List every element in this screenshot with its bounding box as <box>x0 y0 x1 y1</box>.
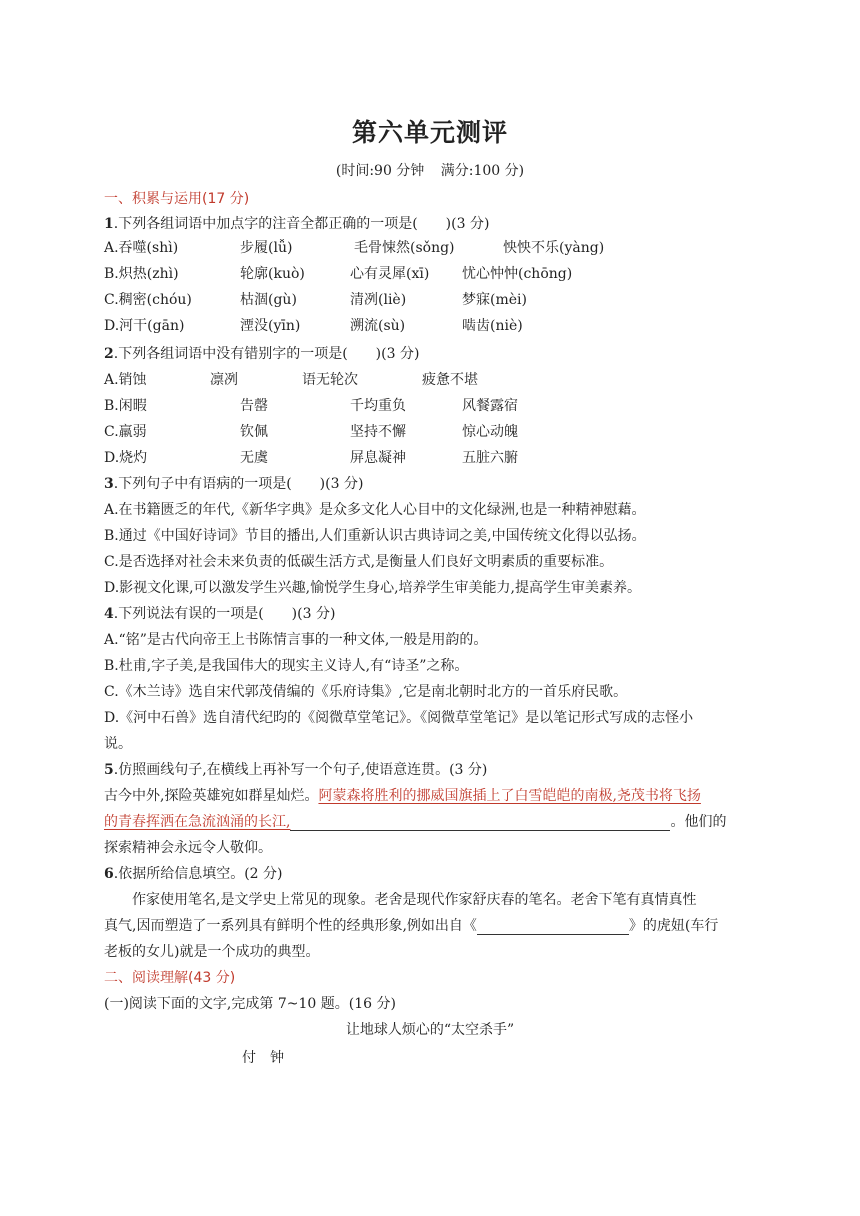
q1-d2: 湮没(yīn) <box>240 318 301 334</box>
section-heading-1: 一、积累与运用(17 分) <box>104 191 250 207</box>
section-heading-2: 二、阅读理解(43 分) <box>104 970 236 986</box>
q2-a3: 语无轮次 <box>302 372 358 388</box>
q2-c3: 坚持不懈 <box>350 424 406 440</box>
article-author: 付 钟 <box>242 1050 284 1066</box>
q1-b1: B.炽热(zhì) <box>104 266 179 282</box>
q6-para-2: 真气,因而塑造了一系列具有鲜明个性的经典形象,例如出自《 》的虎妞(车行 <box>104 918 719 934</box>
q1-d3: 溯流(sù) <box>350 318 406 334</box>
q6-answer-blank[interactable] <box>477 920 629 935</box>
q2-b3: 千均重负 <box>350 398 406 414</box>
q5-underlined-sentence: 阿蒙森将胜利的挪威国旗插上了白雪皑皑的南极,尧茂书将飞扬 <box>318 788 701 804</box>
q2-b4: 风餐露宿 <box>462 398 518 414</box>
question-4-stem: 4.下列说法有误的一项是( )(3 分) <box>104 606 336 622</box>
q5-answer-blank[interactable] <box>290 816 670 831</box>
q1-c1: C.稠密(chóu) <box>104 292 192 308</box>
q1-d4: 啮齿(niè) <box>462 318 523 334</box>
q1-c4: 梦寐(mèi) <box>462 292 527 308</box>
question-1-stem: 1.下列各组词语中加点字的注音全都正确的一项是( )(3 分) <box>104 216 490 232</box>
q3-option-b: B.通过《中国好诗词》节目的播出,人们重新认识古典诗词之美,中国传统文化得以弘扬。 <box>104 528 646 544</box>
q2-a4: 疲惫不堪 <box>422 372 478 388</box>
q4-option-c: C.《木兰诗》选自宋代郭茂倩编的《乐府诗集》,它是南北朝时北方的一首乐府民歌。 <box>104 684 628 700</box>
q2-d2: 无虞 <box>240 450 268 466</box>
time-info: (时间:90 分钟 <box>335 163 425 179</box>
q3-option-a: A.在书籍匮乏的年代,《新华字典》是众多文化人心目中的文化绿洲,也是一种精神慰藉。 <box>104 502 646 518</box>
q2-d4: 五脏六腑 <box>462 450 518 466</box>
q4-option-a: A.“铭”是古代向帝王上书陈情言事的一种文体,一般是用韵的。 <box>104 632 488 648</box>
q2-a2: 凛冽 <box>210 372 238 388</box>
q2-b1: B.闲暇 <box>104 398 147 414</box>
q4-option-b: B.杜甫,字子美,是我国伟大的现实主义诗人,有“诗圣”之称。 <box>104 658 469 674</box>
q1-a4: 怏怏不乐(yàng) <box>503 240 605 256</box>
question-5-stem: 5.仿照画线句子,在横线上再补写一个句子,使语意连贯。(3 分) <box>104 762 488 778</box>
question-2-stem: 2.下列各组词语中没有错别字的一项是( )(3 分) <box>104 346 420 362</box>
q2-c1: C.羸弱 <box>104 424 147 440</box>
q2-b2: 告罄 <box>240 398 268 414</box>
q1-d1: D.河干(gān) <box>104 318 185 334</box>
q6-para-3: 老板的女儿)就是一个成功的典型。 <box>104 944 320 960</box>
q6-para-1: 作家使用笔名,是文学史上常见的现象。老舍是现代作家舒庆春的笔名。老舍下笔有真情真性 <box>132 892 697 908</box>
q2-c4: 惊心动魄 <box>462 424 518 440</box>
q2-d1: D.烧灼 <box>104 450 148 466</box>
reading-part-1-heading: (一)阅读下面的文字,完成第 7~10 题。(16 分) <box>104 996 396 1012</box>
page-title: 第六单元测评 <box>351 118 508 147</box>
q1-a1: A.吞噬(shì) <box>104 240 179 256</box>
q4-option-d-cont: 说。 <box>104 736 132 752</box>
q5-line-2: 的青春挥洒在急流汹涌的长江, 。他们的 <box>104 814 727 830</box>
q1-c2: 枯涸(gù) <box>240 292 297 308</box>
q5-line-1: 古今中外,探险英雄宛如群星灿烂。阿蒙森将胜利的挪威国旗插上了白雪皑皑的南极,尧茂书将飞扬 <box>104 788 701 804</box>
q1-c3: 清冽(liè) <box>350 292 407 308</box>
time-score-info <box>0 160 860 180</box>
q3-option-c: C.是否选择对社会未来负责的低碳生活方式,是衡量人们良好文明素质的重要标准。 <box>104 554 614 570</box>
q1-b4: 忧心忡忡(chōng) <box>462 266 573 282</box>
q2-a1: A.销蚀 <box>104 372 147 388</box>
q4-option-d: D.《河中石兽》选自清代纪昀的《阅微草堂笔记》。《阅微草堂笔记》是以笔记形式写成的志怪小 <box>104 710 694 726</box>
q3-option-d: D.影视文化课,可以激发学生兴趣,愉悦学生身心,培养学生审美能力,提高学生审美素养。 <box>104 580 641 596</box>
q2-c2: 钦佩 <box>240 424 268 440</box>
q1-b3: 心有灵犀(xī) <box>350 266 430 282</box>
q2-d3: 屏息凝神 <box>350 450 406 466</box>
q1-b2: 轮廓(kuò) <box>240 266 305 282</box>
article-title: 让地球人烦心的“太空杀手” <box>345 1022 515 1038</box>
question-3-stem: 3.下列句子中有语病的一项是( )(3 分) <box>104 476 364 492</box>
q1-a3: 毛骨悚然(sǒng) <box>354 240 455 256</box>
q1-a2: 步履(lǚ) <box>240 240 293 256</box>
q5-line-3: 探索精神会永远令人敬仰。 <box>104 840 272 856</box>
question-6-stem: 6.依据所给信息填空。(2 分) <box>104 866 283 882</box>
score-info: 满分:100 分) <box>440 163 525 179</box>
